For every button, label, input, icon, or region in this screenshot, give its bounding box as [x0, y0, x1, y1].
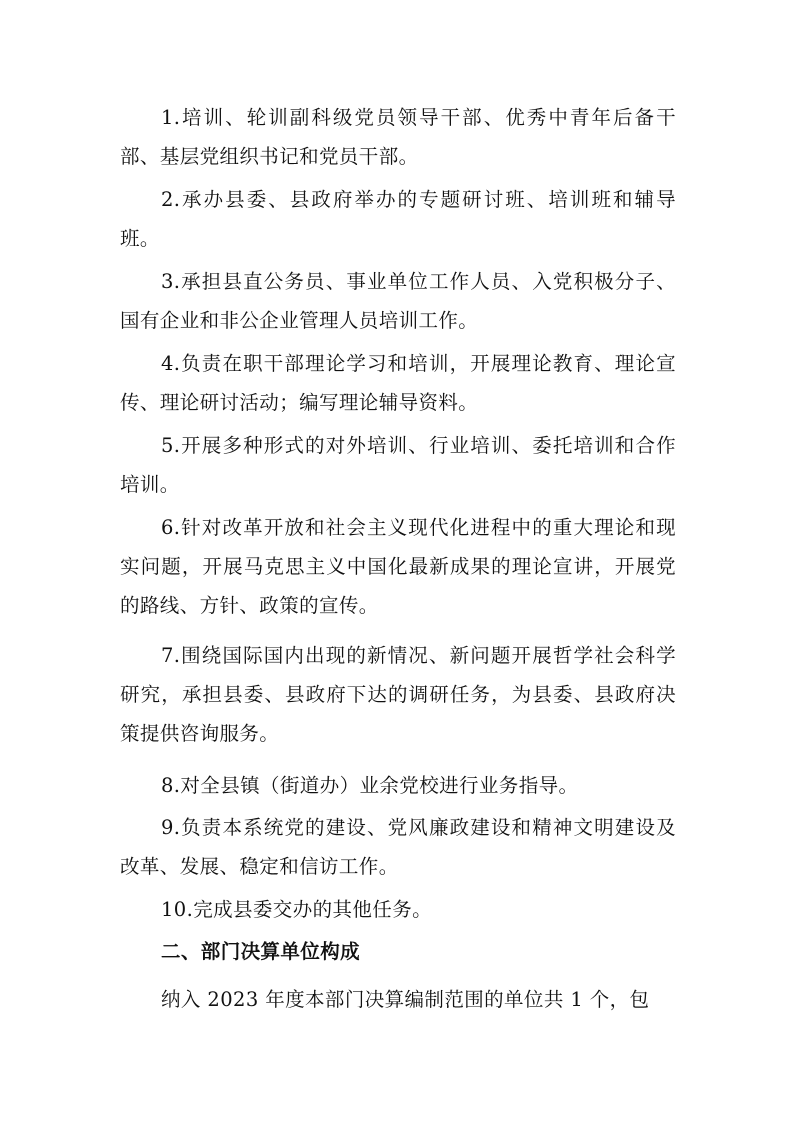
section-heading: 二、部门决算单位构成 [161, 940, 361, 963]
duty-item-6: 6.针对改革开放和社会主义现代化进程中的重大理论和现实问题，开展马克思主义中国化最新成果的理论宣讲，开展党的路线、方针、政策的宣传。 [120, 516, 676, 617]
duty-item-10: 10.完成县委交办的其他任务。 [161, 898, 433, 921]
unit-composition-paragraph: 纳入 2023 年度本部门决算编制范围的单位共 1 个，包 [161, 988, 650, 1011]
duty-item-8: 8.对全县镇（街道办）业余党校进行业务指导。 [161, 774, 579, 797]
duty-item-4: 4.负责在职干部理论学习和培训，开展理论教育、理论宣传、理论研讨活动；编写理论辅导资料。 [120, 352, 676, 414]
duty-item-3: 3.承担县直公务员、事业单位工作人员、入党积极分子、国有企业和非公企业管理人员培训工作。 [120, 270, 676, 332]
duty-item-5: 5.开展多种形式的对外培训、行业培训、委托培训和合作培训。 [120, 434, 676, 496]
duty-item-9: 9.负责本系统党的建设、党风廉政建设和精神文明建设及改革、发展、稳定和信访工作。 [120, 816, 676, 878]
duty-item-2: 2.承办县委、县政府举办的专题研讨班、培训班和辅导班。 [120, 188, 676, 250]
duty-item-7: 7.围绕国际国内出现的新情况、新问题开展哲学社会科学研究，承担县委、县政府下达的调研任务，为县委、县政府决策提供咨询服务。 [120, 644, 676, 745]
duty-item-1: 1.培训、轮训副科级党员领导干部、优秀中青年后备干部、基层党组织书记和党员干部。 [120, 106, 676, 168]
